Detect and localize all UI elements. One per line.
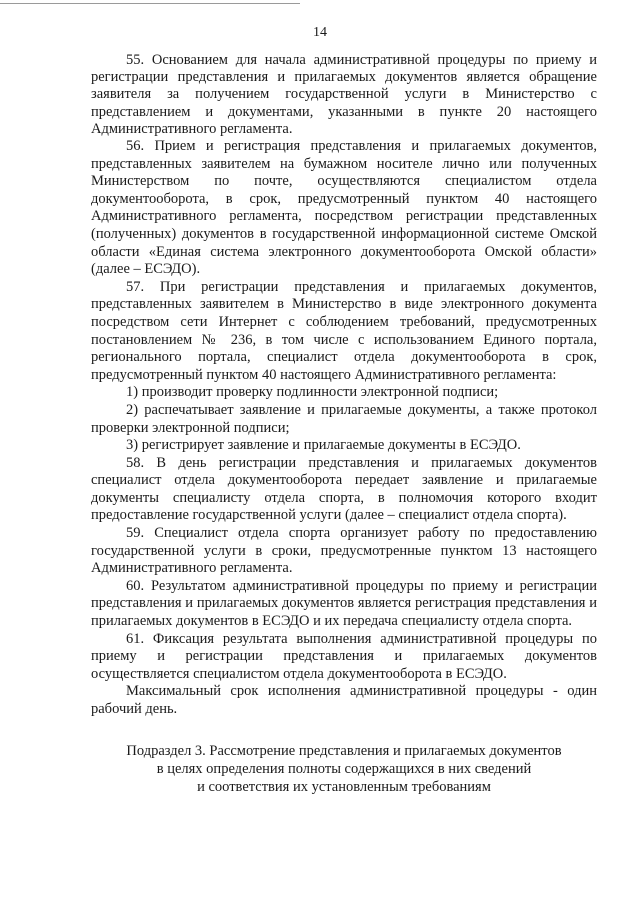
paragraph-61: 61. Фиксация результата выполнения административной процедуры по приему и регистрации представления и прилагаемых документов осуществляется специалистом отдела документооборота в ЕСЭДО. <box>91 630 597 682</box>
paragraph-max-term: Максимальный срок исполнения административной процедуры - один рабочий день. <box>91 683 597 718</box>
paragraph-56: 56. Прием и регистрация представления и прилагаемых документов, представленных заявителем на бумажном носителе лично или полученных Министерством по почте, осуществляются специалистом отдела документооборота, в срок, предусмотренный пунктом 40 настоящего Административного регламента, посредством регистрации представленных (полученных) документов в государственной информационной системе Омской области «Единая система электронного документооборота Омской области» (далее – ЕСЭДО). <box>91 138 597 278</box>
page-number: 14 <box>313 25 327 40</box>
document-body <box>91 52 597 796</box>
subsection-heading-line-3: и соответствия их установленным требованиям <box>197 778 491 795</box>
top-rule <box>0 3 300 4</box>
subsection-heading <box>91 742 597 796</box>
paragraph-60: 60. Результатом административной процедуры по приему и регистрации представления и прилагаемых документов является регистрация представления и прилагаемых документов в ЕСЭДО и их передача специалисту отдела спорта. <box>91 577 597 630</box>
list-item-3: 3) регистрирует заявление и прилагаемые документы в ЕСЭДО. <box>126 437 521 454</box>
paragraph-58: 58. В день регистрации представления и прилагаемых документов специалист отдела документооборота передает заявление и прилагаемые документы специалисту отдела спорта, в полномочия которого входит предоставление государственной услуги (далее – специалист отдела спорта). <box>91 454 597 524</box>
list-item-2: 2) распечатывает заявление и прилагаемые документы, а также протокол проверки электронной подписи; <box>91 401 597 436</box>
subsection-heading-line-2: в целях определения полноты содержащихся в них сведений <box>156 760 532 777</box>
paragraph-55: 55. Основанием для начала административной процедуры по приему и регистрации представления и прилагаемых документов является обращение заявителя за получением государственной услуги в Министерство с представлением и документами, указанными в пункте 20 настоящего Административного регламента. <box>91 52 597 137</box>
paragraph-59: 59. Специалист отдела спорта организует работу по предоставлению государственной услуги в сроки, предусмотренные пунктом 13 настоящего Административного регламента. <box>91 525 597 577</box>
subsection-heading-line-1: Подраздел 3. Рассмотрение представления и прилагаемых документов <box>126 742 562 759</box>
list-item-1: 1) производит проверку подлинности электронной подписи; <box>126 384 499 401</box>
paragraph-57: 57. При регистрации представления и прилагаемых документов, представленных заявителем в Министерство в виде электронного документа посредством сети Интернет с соблюдением требований, предусмотренных постановлением № 236, в том числе с использованием Единого портала, регионального портала, специалист отдела документооборота в срок, предусмотренный пунктом 40 настоящего Административного регламента: <box>91 278 597 383</box>
